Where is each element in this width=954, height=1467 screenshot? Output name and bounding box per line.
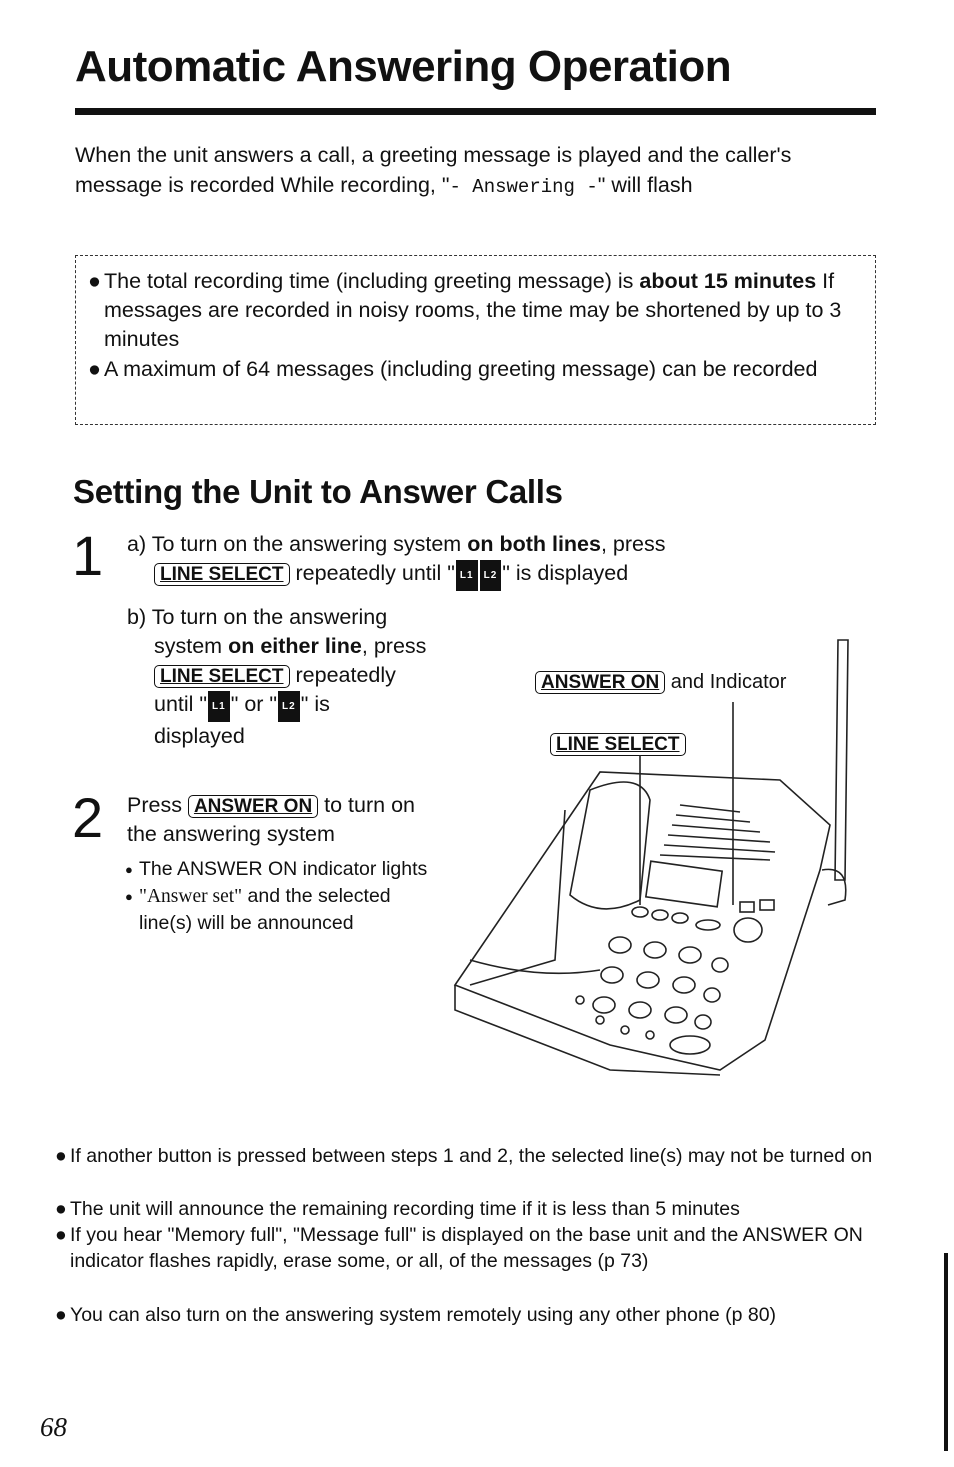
bottom-note-3 <box>57 1222 887 1274</box>
lcd-l1-icon: L1 <box>208 691 230 722</box>
step-1b <box>127 603 487 751</box>
bottom-note-3-text: If you hear "Memory full", "Message full" is displayed on the base unit and the ANSWER ON indicator flashes rapidly, erase some, or all, of the messages (p 73) <box>70 1224 863 1272</box>
step-1b-line-3 <box>127 661 487 690</box>
note-2-text: A maximum of 64 messages (including greeting message) can be recorded <box>104 357 818 381</box>
step-1b-after-key: repeatedly <box>289 663 396 687</box>
intro-display-text: - Answering - <box>449 176 598 198</box>
section-title: Setting the Unit to Answer Calls <box>73 473 563 510</box>
note-1-bold: about 15 minutes <box>639 269 817 293</box>
step-1b-line-4-end: " is <box>300 692 330 716</box>
bottom-note-1-text: If another button is pressed between steps 1 and 2, the selected line(s) may not be turned on <box>70 1145 873 1167</box>
line-select-key: LINE SELECT <box>550 733 686 756</box>
speaker-grille <box>660 805 775 860</box>
intro-paragraph <box>75 140 855 202</box>
step-2 <box>127 791 467 849</box>
answer-on-key: ANSWER ON <box>535 671 665 694</box>
note-item-1 <box>88 267 844 354</box>
step-1b-line-5: displayed <box>154 724 245 748</box>
step-1b-line-4 <box>127 690 487 722</box>
step-1a-mid: , press <box>600 532 666 556</box>
handset <box>570 782 650 909</box>
bullet-icon: ● <box>55 1145 67 1167</box>
step-2-bullets <box>125 856 449 937</box>
note-1-text-a: The total recording time (including greeting message) is <box>104 269 640 293</box>
step-2-number: 2 <box>72 786 104 849</box>
step-2-bullet-2-text: and the selected line(s) will be announced <box>139 885 391 934</box>
step-2-bullet-1-text: The ANSWER ON indicator lights <box>139 858 428 880</box>
lcd-l2-icon: L2 <box>480 560 502 591</box>
step-2-suffix: to turn on <box>318 793 415 817</box>
phone-base-outline <box>455 772 830 1070</box>
step-2-bullet-2 <box>125 883 449 937</box>
step-2-line-1 <box>127 791 467 820</box>
lcd-l1-icon: L1 <box>456 560 478 591</box>
callout-answer-text: and Indicator <box>670 671 787 693</box>
bottom-note-2-text: The unit will announce the remaining recording time if it is less than 5 minutes <box>70 1198 740 1220</box>
bottom-note-4-text: You can also turn on the answering system remotely using any other phone (p 80) <box>70 1304 777 1326</box>
telephone-illustration <box>440 620 860 1080</box>
bullet-icon: ● <box>55 1224 67 1246</box>
bullet-icon: ● <box>55 1304 67 1326</box>
voice-prompt-text: "Answer set" <box>139 886 243 907</box>
step-1b-bold: on either line <box>228 634 362 658</box>
bullet-icon: ● <box>88 357 101 381</box>
intro-text-2: " will flash <box>597 173 693 197</box>
antenna-base <box>822 869 846 905</box>
step-1a <box>127 530 827 591</box>
bullet-icon: ● <box>125 862 133 877</box>
step-1a-after-key: repeatedly until " <box>289 561 455 585</box>
answer-on-key: ANSWER ON <box>188 795 318 818</box>
step-1-number: 1 <box>72 524 104 587</box>
step-2-bullet-1 <box>125 856 449 883</box>
note-box <box>75 255 876 425</box>
step-2-prefix: Press <box>127 793 188 817</box>
step-1a-bold: on both lines <box>467 532 601 556</box>
bullet-icon: ● <box>55 1198 67 1220</box>
step-1a-end: " is displayed <box>502 561 629 585</box>
title-rule <box>75 108 876 115</box>
step-1a-text: a) To turn on the answering system <box>127 532 468 556</box>
intro-text-1: When the unit answers a call, a greeting message is played and the caller's message is recorded While recording, " <box>75 143 792 197</box>
step-2-line-2: the answering system <box>127 822 335 846</box>
handset-cradle-line <box>470 810 565 985</box>
step-1b-line-1: b) To turn on the answering <box>127 605 388 629</box>
page-number: 68 <box>40 1412 67 1442</box>
step-1b-line-2 <box>127 632 487 661</box>
page-title: Automatic Answering Operation <box>75 42 732 91</box>
note-1-text-b: If messages are recorded in noisy rooms, the time may be shortened by up to 3 minutes <box>104 269 842 351</box>
bullet-icon: ● <box>125 889 133 904</box>
lcd-display <box>646 861 722 907</box>
bullet-icon: ● <box>88 269 101 293</box>
keypad <box>576 918 762 1054</box>
line-select-key: LINE SELECT <box>154 665 290 688</box>
step-1b-line-2-end: , press <box>361 634 427 658</box>
bottom-note-2 <box>57 1196 887 1222</box>
note-item-2 <box>88 355 844 384</box>
margin-bar <box>944 1253 948 1451</box>
step-1b-line-4-prefix: until " <box>154 692 208 716</box>
step-1b-line-2-prefix: system <box>154 634 229 658</box>
lcd-l2-icon: L2 <box>278 691 300 722</box>
antenna <box>835 640 848 880</box>
step-1b-line-4-mid: " or " <box>230 692 278 716</box>
bottom-note-1 <box>57 1143 887 1169</box>
bottom-note-4 <box>57 1302 887 1328</box>
line-select-key: LINE SELECT <box>154 563 290 586</box>
